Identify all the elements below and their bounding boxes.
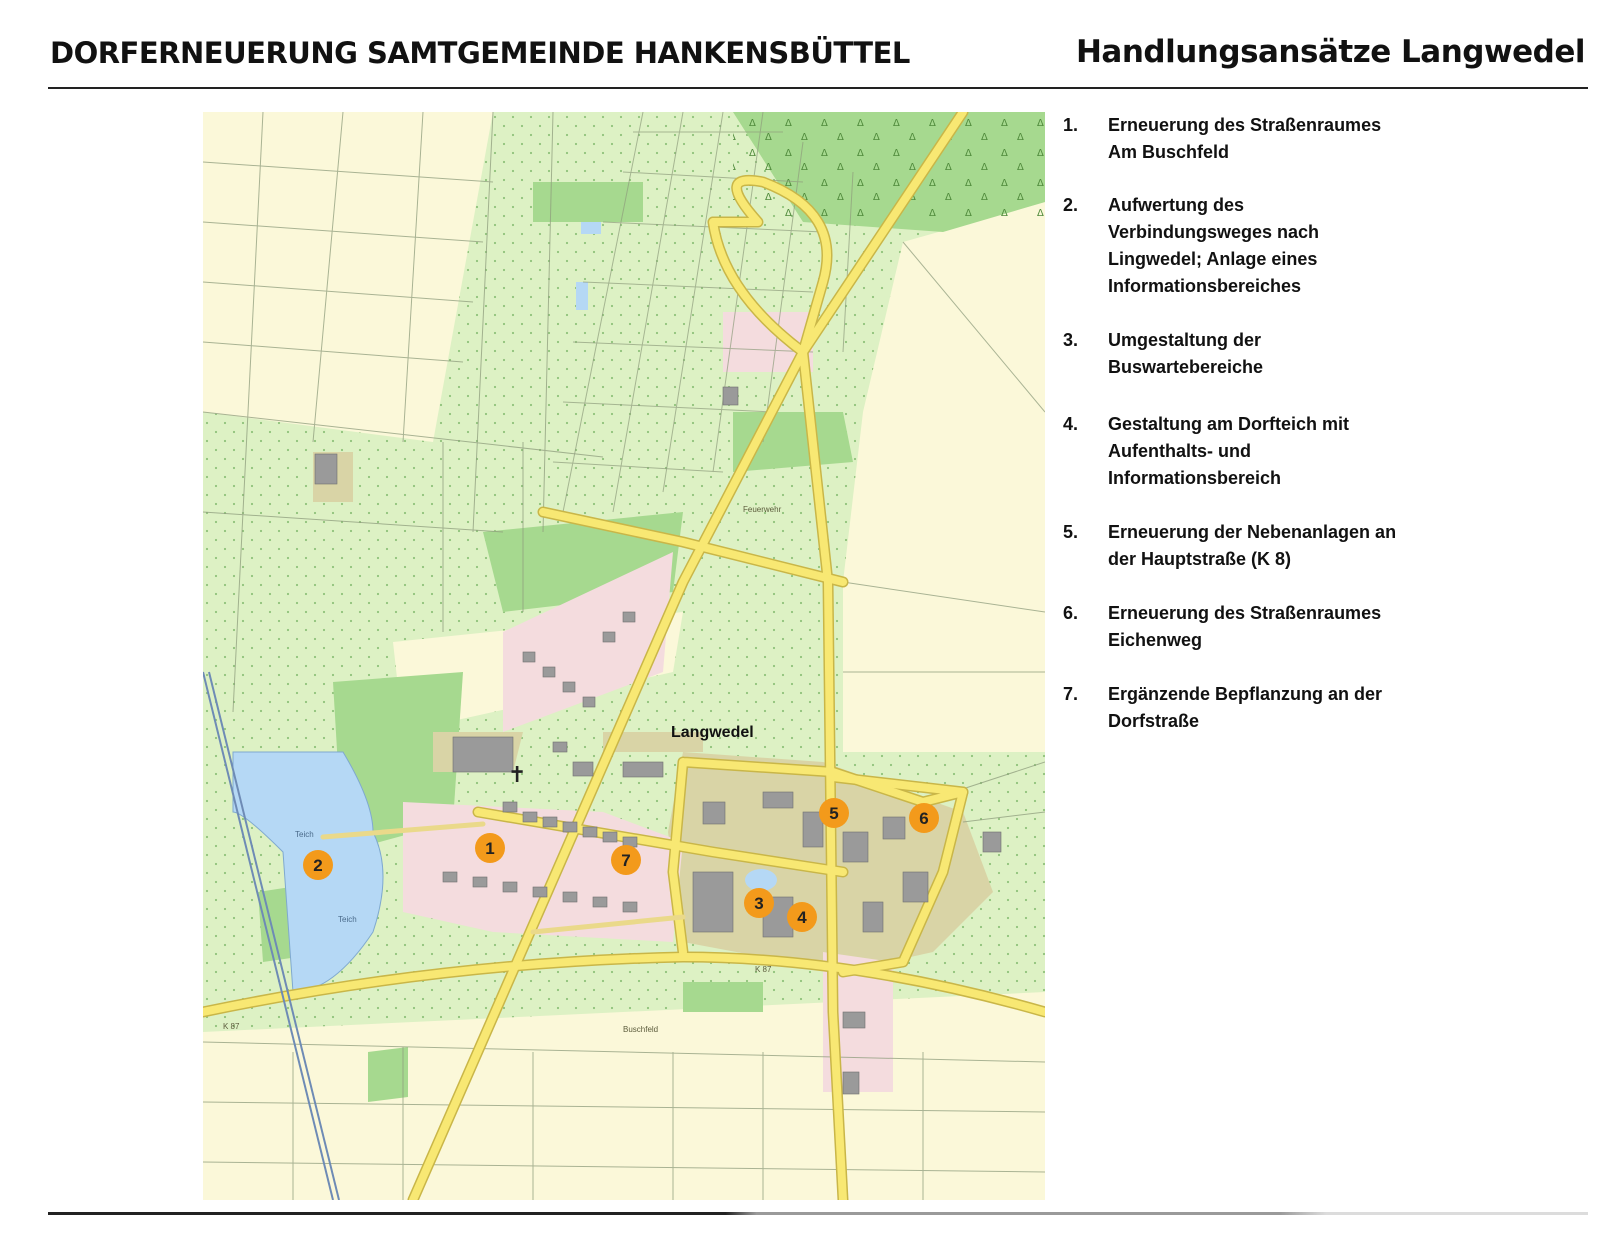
measure-marker-7[interactable] [611,845,641,875]
village-map [203,112,1045,1200]
legend-item-3 [1063,327,1483,411]
forest-area [368,1047,408,1102]
legend-text: Ergänzende Bepflanzung an der Dorfstraße [1108,684,1383,731]
legend-number: 3. [1063,330,1079,350]
svg-text:5: 5 [829,804,839,823]
svg-text:1: 1 [485,839,495,858]
measures-legend [1063,112,1483,735]
svg-text:3: 3 [754,894,764,913]
area-label-feuerwehr: Feuerwehr [743,505,782,514]
legend-number: 1. [1063,115,1079,135]
road-label-k87: K 87 [223,1022,240,1031]
water-small [581,222,601,234]
document-title: DORFERNEUERUNG SAMTGEMEINDE HANKENSBÜTTEL [50,36,910,70]
measure-marker-5[interactable] [819,798,849,828]
legend-number: 2. [1063,195,1079,215]
legend-item-1 [1063,112,1483,192]
forest-area [733,112,1045,222]
legend-item-4 [1063,411,1483,519]
svg-text:7: 7 [621,851,631,870]
legend-item-6 [1063,600,1483,681]
area-label-buschfeld: Buschfeld [623,1025,659,1034]
legend-item-7 [1063,681,1483,735]
pond-label-teich: Teich [338,915,357,924]
legend-text: Erneuerung des Straßenraumes Am Buschfeld [1108,115,1382,162]
measure-marker-1[interactable] [475,833,505,863]
legend-text: Erneuerung des Straßenraumes Eichenweg [1108,603,1382,650]
legend-text: Erneuerung der Nebenanlagen an der Hauptstraße (K 8) [1108,522,1397,569]
legend-text: Aufwertung des Verbindungsweges nach Lingwedel; Anlage eines Informationsbereiches [1108,195,1320,296]
legend-number: 6. [1063,603,1079,623]
header-divider [48,87,1588,89]
legend-text: Umgestaltung der Buswartebereiche [1108,330,1264,377]
measure-marker-6[interactable] [909,803,939,833]
svg-text:6: 6 [919,809,929,828]
measure-marker-4[interactable] [787,902,817,932]
road-label-k87: K 87 [755,965,772,974]
legend-item-2 [1063,192,1483,327]
measure-marker-3[interactable] [744,888,774,918]
legend-text: Gestaltung am Dorfteich mit Aufenthalts- und Informationsbereich [1108,414,1350,488]
place-label-langwedel: Langwedel [671,724,754,741]
legend-number: 4. [1063,414,1079,434]
svg-text:2: 2 [313,856,323,875]
forest-area [683,982,763,1012]
pond-label-teich: Teich [295,830,314,839]
svg-text:4: 4 [797,908,807,927]
footer-divider [48,1212,1588,1215]
water-small [576,282,588,310]
forest-area [533,182,643,222]
water-dorfteich [745,869,777,891]
legend-number: 5. [1063,522,1079,542]
section-title: Handlungsansätze Langwedel [1075,34,1585,70]
measure-marker-2[interactable] [303,850,333,880]
legend-number: 7. [1063,684,1079,704]
legend-item-5 [1063,519,1483,600]
church-icon: ✝ [508,763,527,788]
